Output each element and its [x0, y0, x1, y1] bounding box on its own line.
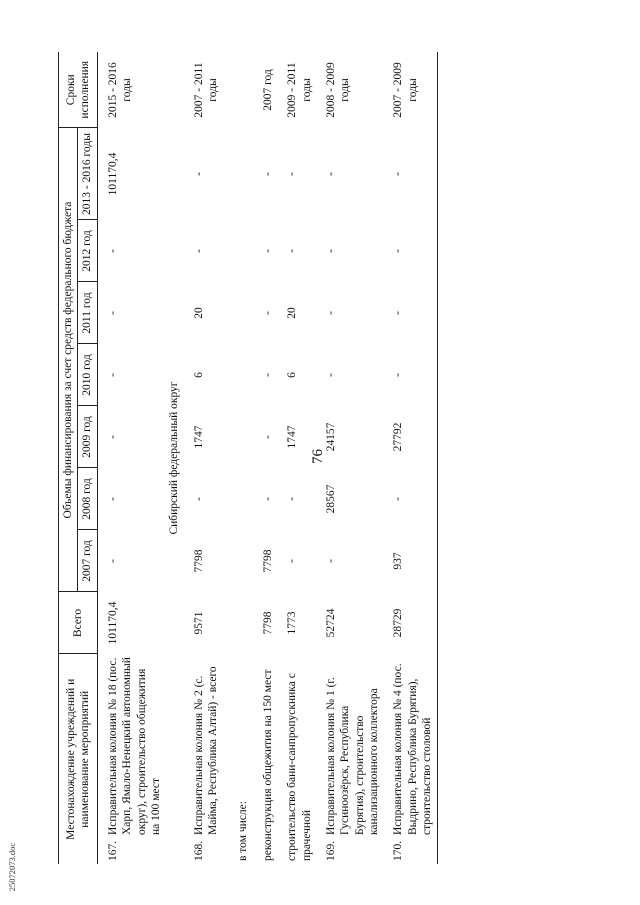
table-body [97, 52, 437, 864]
row-terms: 2008 - 2009 годы [324, 62, 352, 118]
table-header [59, 52, 98, 864]
row-title: Исправительная колония № 4 (пос. Выдрино, Республика Бурятия), строительство столовой [392, 663, 434, 835]
row-year-value: - [383, 344, 437, 406]
header-funding-group: Объемы финансирования за счет средств федерального бюджета [59, 128, 78, 592]
row-terms: 2009 - 2011 годы [286, 62, 313, 118]
table-row [184, 52, 223, 864]
header-year: 2012 год [78, 220, 97, 282]
row-year-value: 1747 [192, 425, 205, 449]
row-year-value: - [192, 249, 205, 253]
row-year-value: 28567 [324, 484, 337, 514]
row-name-cell [97, 654, 165, 864]
row-title: строительство бани-санпропускника с прачечной [286, 673, 313, 861]
document-code: 25072073.doc [7, 842, 18, 892]
page-number: 76 [310, 449, 326, 464]
row-total: 101170,4 [106, 601, 119, 645]
row-year-value: - [324, 311, 337, 315]
row-name-cell [184, 654, 223, 864]
row-year-value: 7798 [192, 549, 205, 573]
row-year-value: - [286, 249, 299, 253]
row-year-value: - [261, 311, 274, 315]
row-title: Исправительная колония № 2 (с. Майма, Республика Алтай) - всего [192, 666, 219, 835]
row-year-value: - [192, 172, 205, 176]
header-year: 2013 - 2016 годы [78, 128, 97, 220]
row-terms: 2007 - 2011 годы [192, 62, 219, 118]
row-year-value: - [324, 559, 337, 563]
row-year-value: - [261, 249, 274, 253]
header-terms: Сроки исполнения [59, 52, 98, 128]
row-year-value [222, 220, 252, 282]
row-total: 7798 [261, 611, 274, 635]
table-row [97, 52, 165, 864]
row-name-cell [383, 654, 437, 864]
table-row [383, 52, 437, 864]
header-location: Местонахождение учреждений и наименование мероприятий [59, 654, 98, 864]
row-year-value: - [192, 497, 205, 501]
row-year-value: - [106, 311, 119, 315]
header-total: Всего [59, 592, 98, 654]
row-year-value [222, 530, 252, 592]
header-year: 2008 год [78, 468, 97, 530]
row-terms: 2015 - 2016 годы [106, 62, 134, 118]
row-year-value [222, 282, 252, 344]
row-year-value: - [106, 435, 119, 439]
row-title: реконструкция общежития на 150 мест [261, 669, 274, 861]
row-year-value: - [383, 468, 437, 530]
header-year: 2010 год [78, 344, 97, 406]
row-year-value: 1747 [286, 425, 299, 449]
row-name-cell [253, 654, 277, 864]
row-total: 52724 [324, 608, 337, 638]
row-year-value: 6 [286, 372, 299, 378]
row-year-value: - [324, 373, 337, 377]
row-year-value: - [383, 128, 437, 220]
row-total: 9571 [192, 611, 205, 635]
row-total [222, 592, 252, 654]
table-row [222, 52, 252, 864]
region-title: Сибирский федеральный округ [168, 381, 181, 535]
row-year-value: - [324, 249, 337, 253]
row-year-value: - [286, 172, 299, 176]
row-name-cell [222, 654, 252, 864]
row-year-value: 6 [192, 372, 205, 378]
row-year-value: - [106, 559, 119, 563]
row-year-value [222, 344, 252, 406]
row-year-value: 27792 [383, 406, 437, 468]
row-year-value: 20 [192, 307, 205, 319]
header-year: 2007 год [78, 530, 97, 592]
row-year-value: - [106, 249, 119, 253]
row-number: 170. [392, 840, 405, 861]
row-year-value: - [383, 220, 437, 282]
header-year: 2009 год [78, 406, 97, 468]
row-number: 168. [192, 840, 205, 861]
row-year-value: 20 [286, 307, 299, 319]
row-total: 28729 [383, 592, 437, 654]
row-year-value [222, 468, 252, 530]
row-year-value: - [383, 282, 437, 344]
table-row [253, 52, 277, 864]
row-year-value [222, 128, 252, 220]
row-terms: 2007 - 2009 годы [383, 52, 437, 128]
header-year: 2011 год [78, 282, 97, 344]
row-year-value: 101170,4 [106, 152, 119, 196]
row-year-value: - [286, 559, 299, 563]
row-year-value: - [106, 497, 119, 501]
row-title: Исправительная колония № 1 (г. Гусиноозёрск, Республика Бурятия), строительство канализационного коллектора [324, 677, 380, 835]
row-year-value: - [324, 172, 337, 176]
row-number: 169. [324, 840, 337, 861]
row-terms [222, 52, 252, 128]
row-year-value: 7798 [261, 549, 274, 573]
row-year-value: 24157 [324, 422, 337, 452]
row-year-value: - [261, 497, 274, 501]
row-number: 167. [106, 840, 119, 861]
row-year-value [222, 406, 252, 468]
row-year-value: 937 [383, 530, 437, 592]
row-year-value: - [261, 172, 274, 176]
row-year-value: - [286, 497, 299, 501]
row-year-value: - [261, 373, 274, 377]
row-name-cell [316, 654, 384, 864]
row-terms: 2007 год [261, 69, 274, 111]
row-total: 1773 [286, 611, 299, 635]
row-year-value: - [106, 373, 119, 377]
row-title: в том числе: [237, 801, 250, 861]
region-row [165, 52, 183, 864]
row-name-cell [277, 654, 316, 864]
funding-table [58, 52, 438, 864]
rotated-page [58, 28, 618, 888]
row-year-value: - [261, 435, 274, 439]
row-title: Исправительная колония № 18 (пос. Харп, Ямало-Ненецкий автономный округ), строительство общежития на 100 мест [106, 657, 162, 835]
